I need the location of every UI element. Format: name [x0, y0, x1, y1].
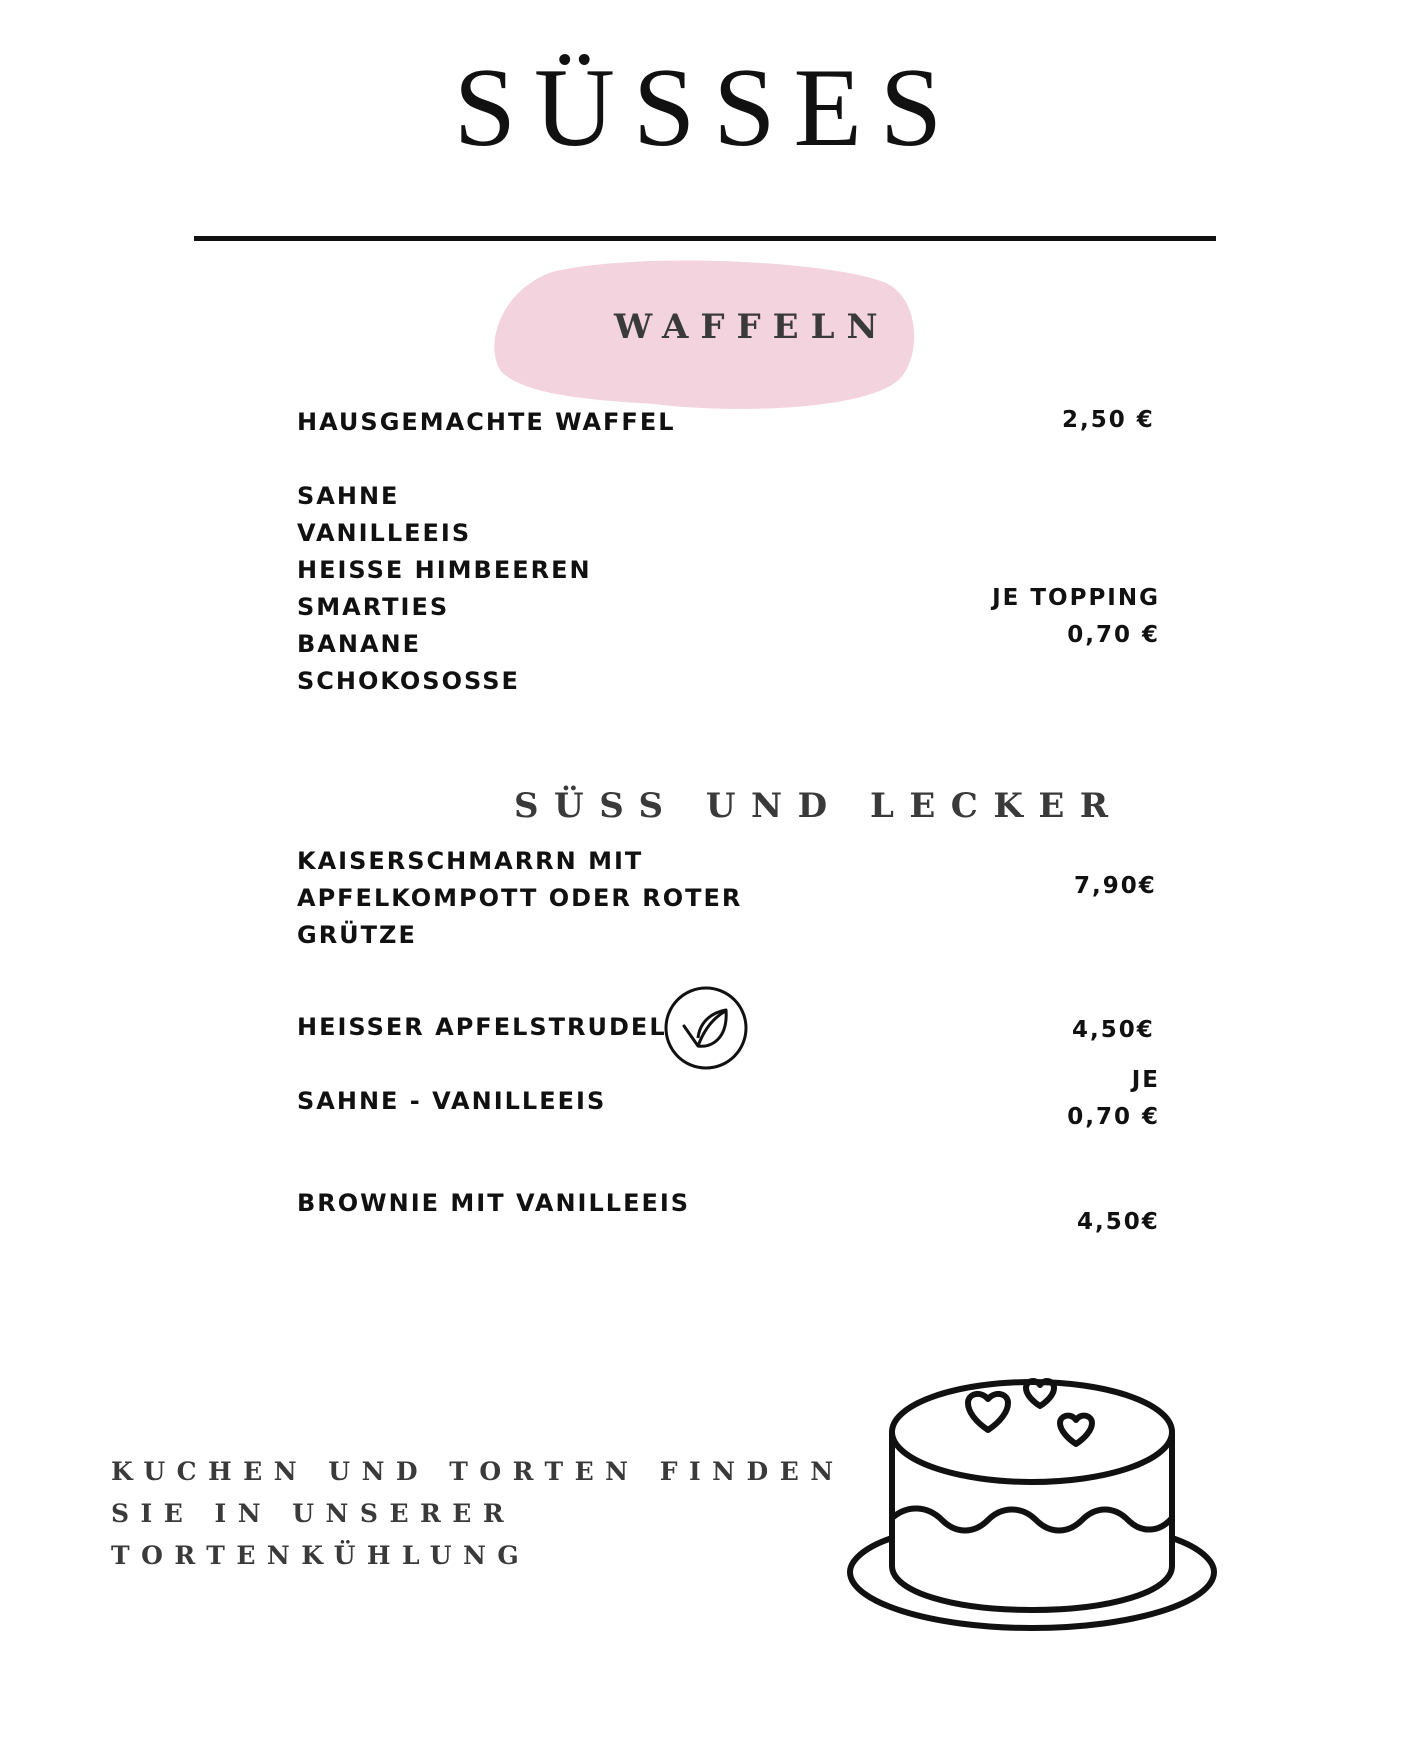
- topping-item: BANANE: [297, 630, 422, 658]
- cake-with-hearts-icon: [842, 1372, 1222, 1634]
- footer-line: SIE IN UNSERER: [111, 1499, 516, 1528]
- topping-item: SCHOKOSOSSE: [297, 667, 520, 695]
- item-name-line: KAISERSCHMARRN MIT: [297, 847, 644, 875]
- section-heading-suess-und-lecker: SÜSS UND LECKER: [514, 786, 1124, 826]
- item-name-line: GRÜTZE: [297, 921, 417, 949]
- price-block-sahne-vanilleeis: [1067, 1062, 1160, 1136]
- price-sahne-vanilleeis: 0,70 €: [1067, 1104, 1160, 1130]
- divider: [194, 236, 1216, 241]
- toppings-list: [297, 478, 592, 700]
- price-heisser-apfelstrudel: 4,50€: [1072, 1017, 1155, 1043]
- footer-line: TORTENKÜHLUNG: [111, 1541, 531, 1570]
- item-brownie: BROWNIE MIT VANILLEEIS: [297, 1189, 691, 1217]
- section-heading-waffeln: WAFFELN: [614, 307, 890, 347]
- item-sahne-vanilleeis: SAHNE - VANILLEEIS: [297, 1087, 607, 1115]
- item-heisser-apfelstrudel: HEISSER APFELSTRUDEL: [297, 1013, 667, 1041]
- topping-item: SMARTIES: [297, 593, 450, 621]
- toppings-price: 0,70 €: [1067, 622, 1160, 648]
- item-hausgemachte-waffel: HAUSGEMACHTE WAFFEL: [297, 408, 676, 436]
- vegan-leaf-icon: [664, 986, 748, 1070]
- footer-line: KUCHEN UND TORTEN FINDEN: [111, 1457, 845, 1486]
- toppings-price-block: [992, 580, 1160, 654]
- price-brownie: 4,50€: [1077, 1209, 1160, 1235]
- item-name-line: APFELKOMPOTT ODER ROTER: [297, 884, 743, 912]
- topping-item: SAHNE: [297, 482, 400, 510]
- topping-item: VANILLEEIS: [297, 519, 472, 547]
- topping-item: HEISSE HIMBEEREN: [297, 556, 592, 584]
- price-kaiserschmarrn: 7,90€: [1074, 873, 1157, 899]
- page-title: SÜSSES: [453, 46, 961, 170]
- price-hausgemachte-waffel: 2,50 €: [1062, 407, 1155, 433]
- price-label-je: JE: [1131, 1067, 1160, 1093]
- footer-note: [111, 1451, 845, 1577]
- item-kaiserschmarrn: [297, 843, 742, 954]
- toppings-price-label: JE TOPPING: [992, 585, 1160, 611]
